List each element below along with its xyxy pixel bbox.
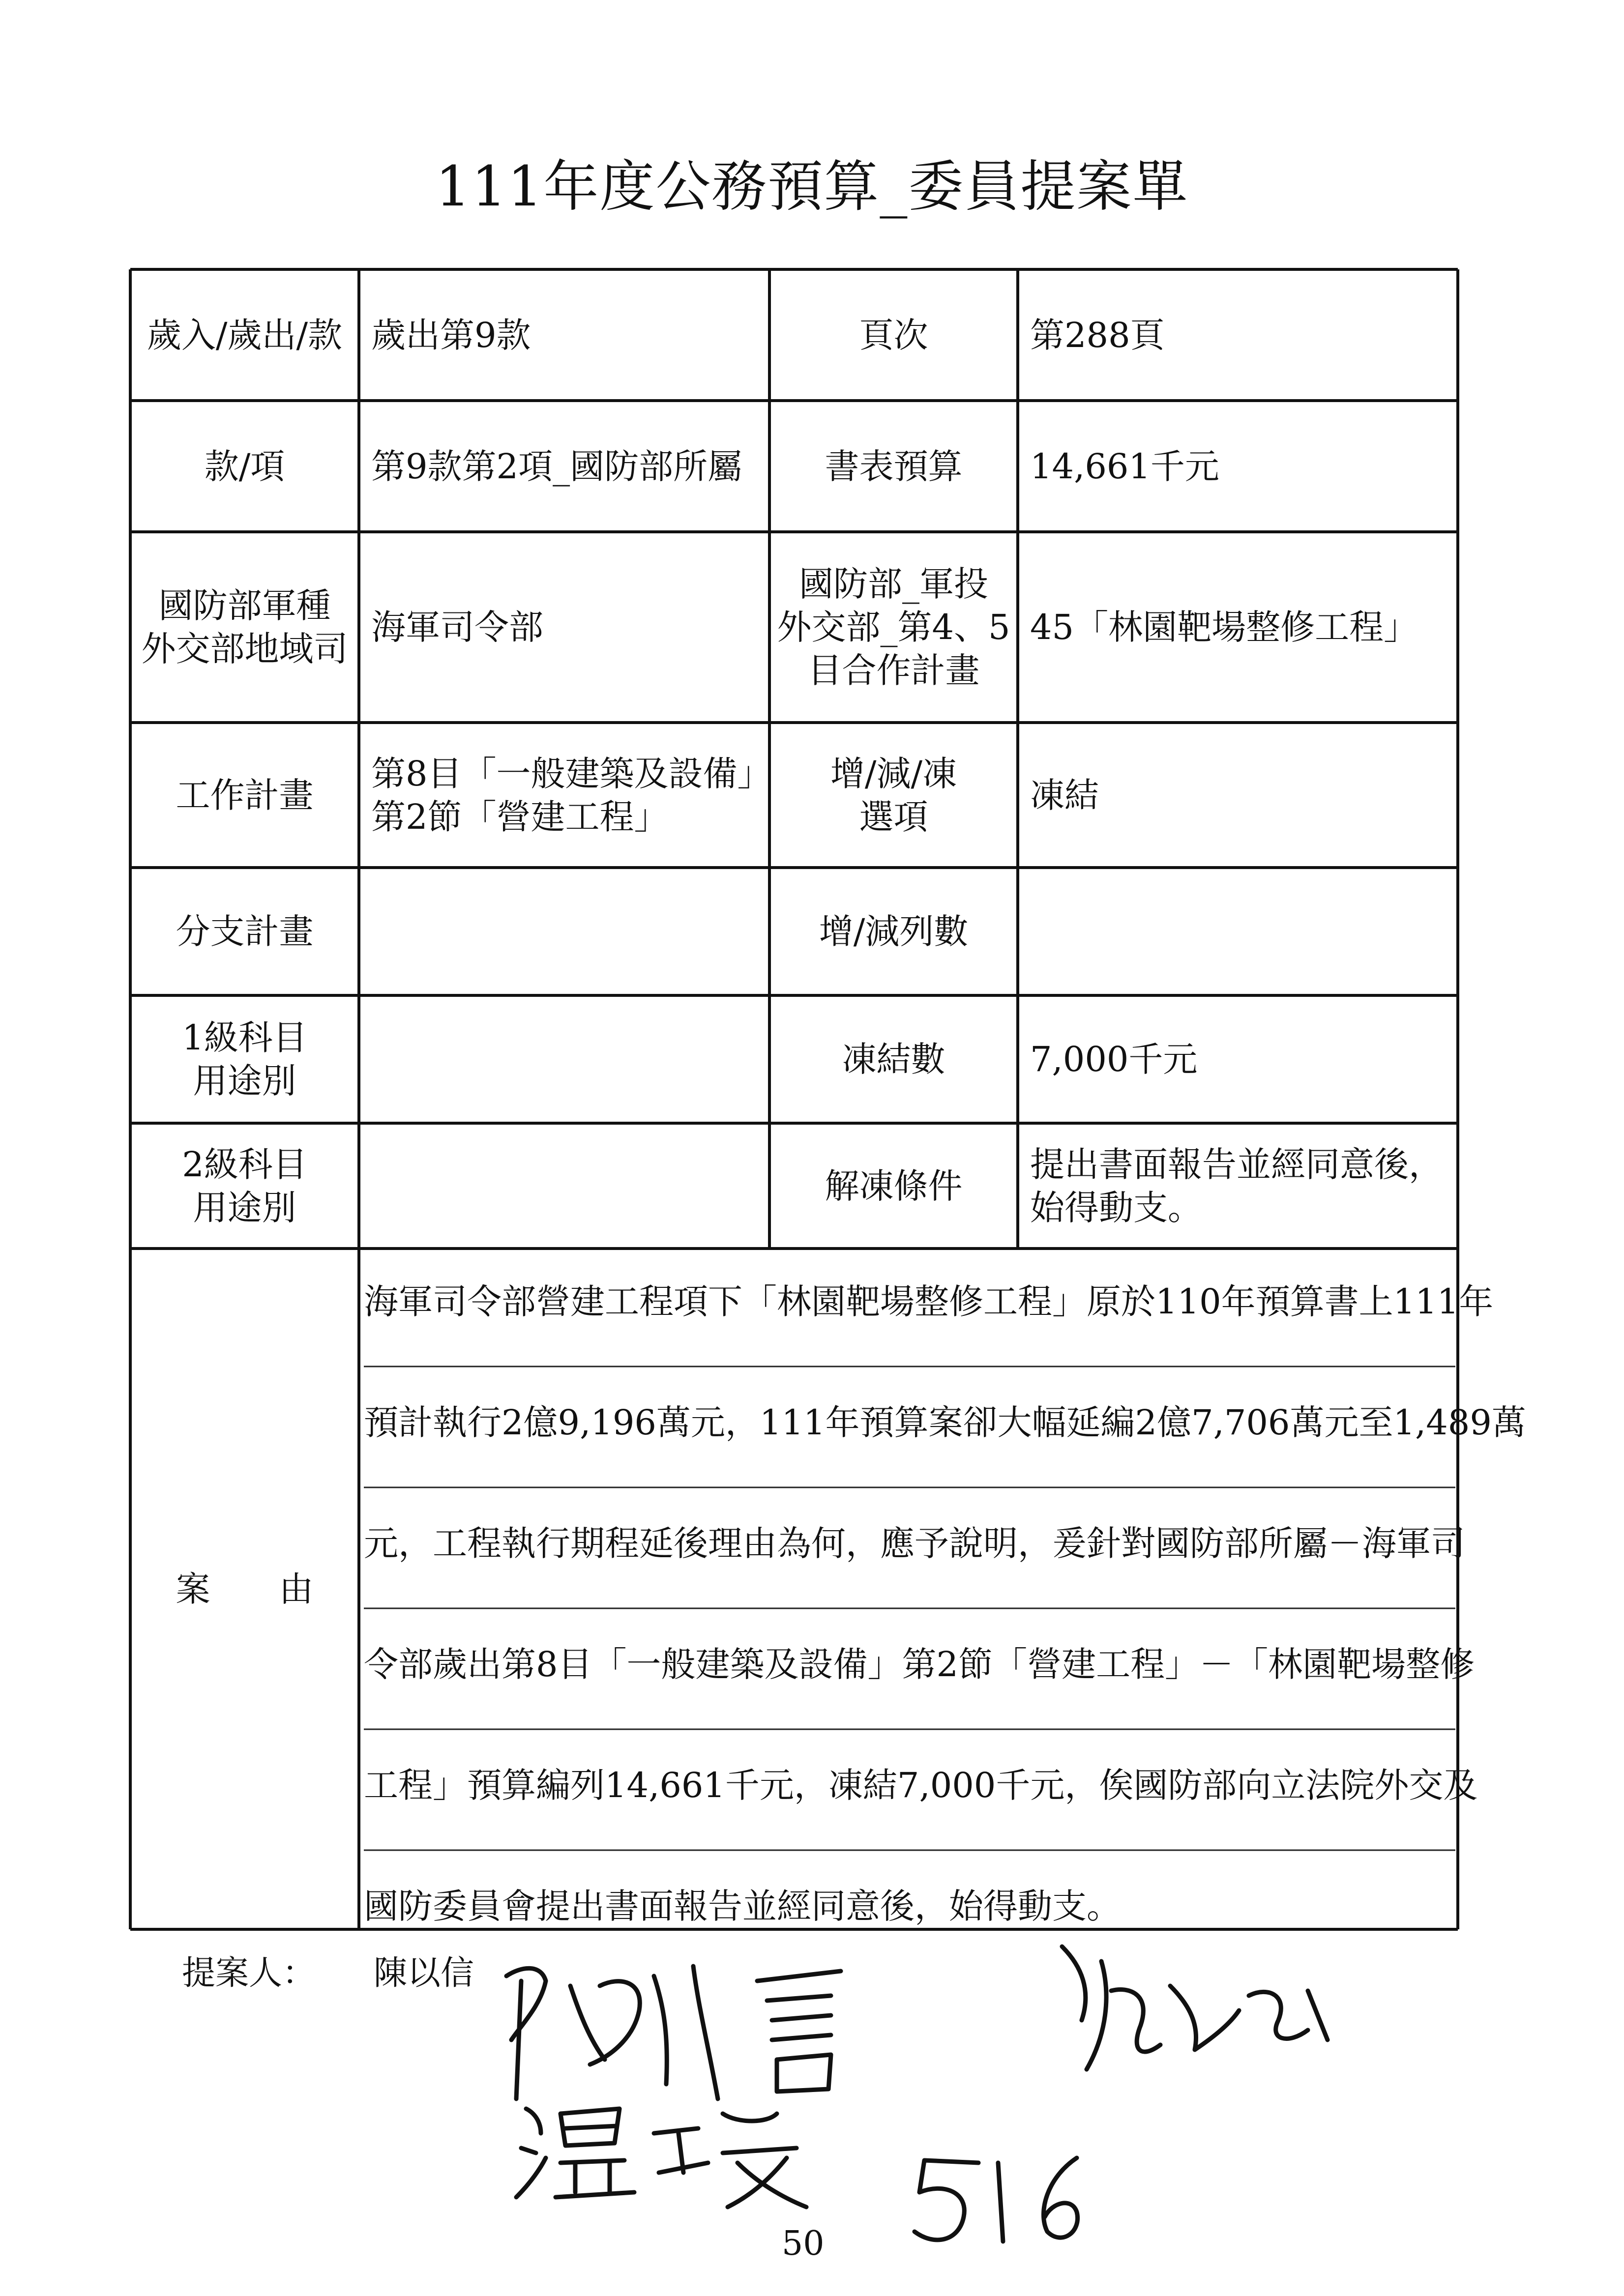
field-label-section: 款/項 [204, 446, 285, 487]
proposer-name: 陳以信 [374, 1954, 474, 1993]
field-value-category: 歲出第9款 [371, 315, 531, 355]
field-value-plan: 45「林園靶場整修工程」 [1030, 607, 1418, 647]
field-label-level1: 1級科目 用途別 [182, 1017, 307, 1101]
field-value-freeze-amount: 7,000千元 [1030, 1039, 1198, 1079]
field-label-plan: 國防部_軍投 外交部_第4、5 目合作計畫 [777, 564, 1010, 691]
field-label-freeze-amount: 凍結數 [842, 1039, 945, 1079]
field-value-agency: 海軍司令部 [371, 607, 543, 647]
field-label-work-plan: 工作計畫 [176, 775, 314, 815]
field-label-page: 頁次 [859, 315, 928, 355]
signature-wen-yu-hsia [516, 2109, 806, 2207]
field-label-option: 增/減/凍 選項 [830, 754, 957, 837]
field-value-section: 第9款第2項_國防部所屬 [371, 446, 742, 487]
field-value-page: 第288頁 [1030, 315, 1165, 355]
field-label-agency: 國防部軍種 外交部地域司 [141, 585, 348, 669]
handwritten-number-516 [915, 2158, 1078, 2241]
page-title: 111年度公務預算_委員提案單 [435, 155, 1189, 219]
field-value-unfreeze-condition: 提出書面報告並經同意後， 始得動支。 [1030, 1144, 1443, 1228]
field-value-budget: 14,661千元 [1030, 446, 1219, 487]
proposer-label: 提案人： [182, 1954, 316, 1993]
field-label-unfreeze-condition: 解凍條件 [825, 1166, 963, 1206]
field-label-branch-plan: 分支計畫 [176, 911, 314, 952]
signature-yu-yu-lan [1062, 1947, 1328, 2069]
field-label-budget: 書表預算 [825, 446, 963, 487]
field-label-adjust-amount: 增/減列數 [819, 911, 969, 952]
field-value-option: 凍結 [1030, 775, 1099, 815]
field-label-level2: 2級科目 用途別 [182, 1144, 307, 1228]
field-value-work-plan: 第8目「一般建築及設備」 第2節「營建工程」 [371, 754, 772, 837]
signature-chen-yi-hsin [506, 1966, 841, 2099]
reason-text: 海軍司令部營建工程項下「林園靶場整修工程」原於110年預算書上111年 預計執行2億9,196萬元，111年預算案卻大幅延編2億7,706萬元至1,489萬 元，工程執行期程延後理由為何，應予說明，爰針對國防部所屬－海軍司 令部歲出第8目「一般建築及設備」第2節「營建工程」－「林園靶場整修 工程」預算編列14,661千元，凍結7,000千元，俟國防部向立法院外交及 國防委員會提出書面報告並經同意後，始得動支。 [364, 1281, 1526, 1926]
field-label-category: 歲入/歲出/款 [147, 315, 343, 355]
page-number: 50 [782, 2224, 825, 2263]
field-label-reason: 案 由 [176, 1569, 314, 1609]
